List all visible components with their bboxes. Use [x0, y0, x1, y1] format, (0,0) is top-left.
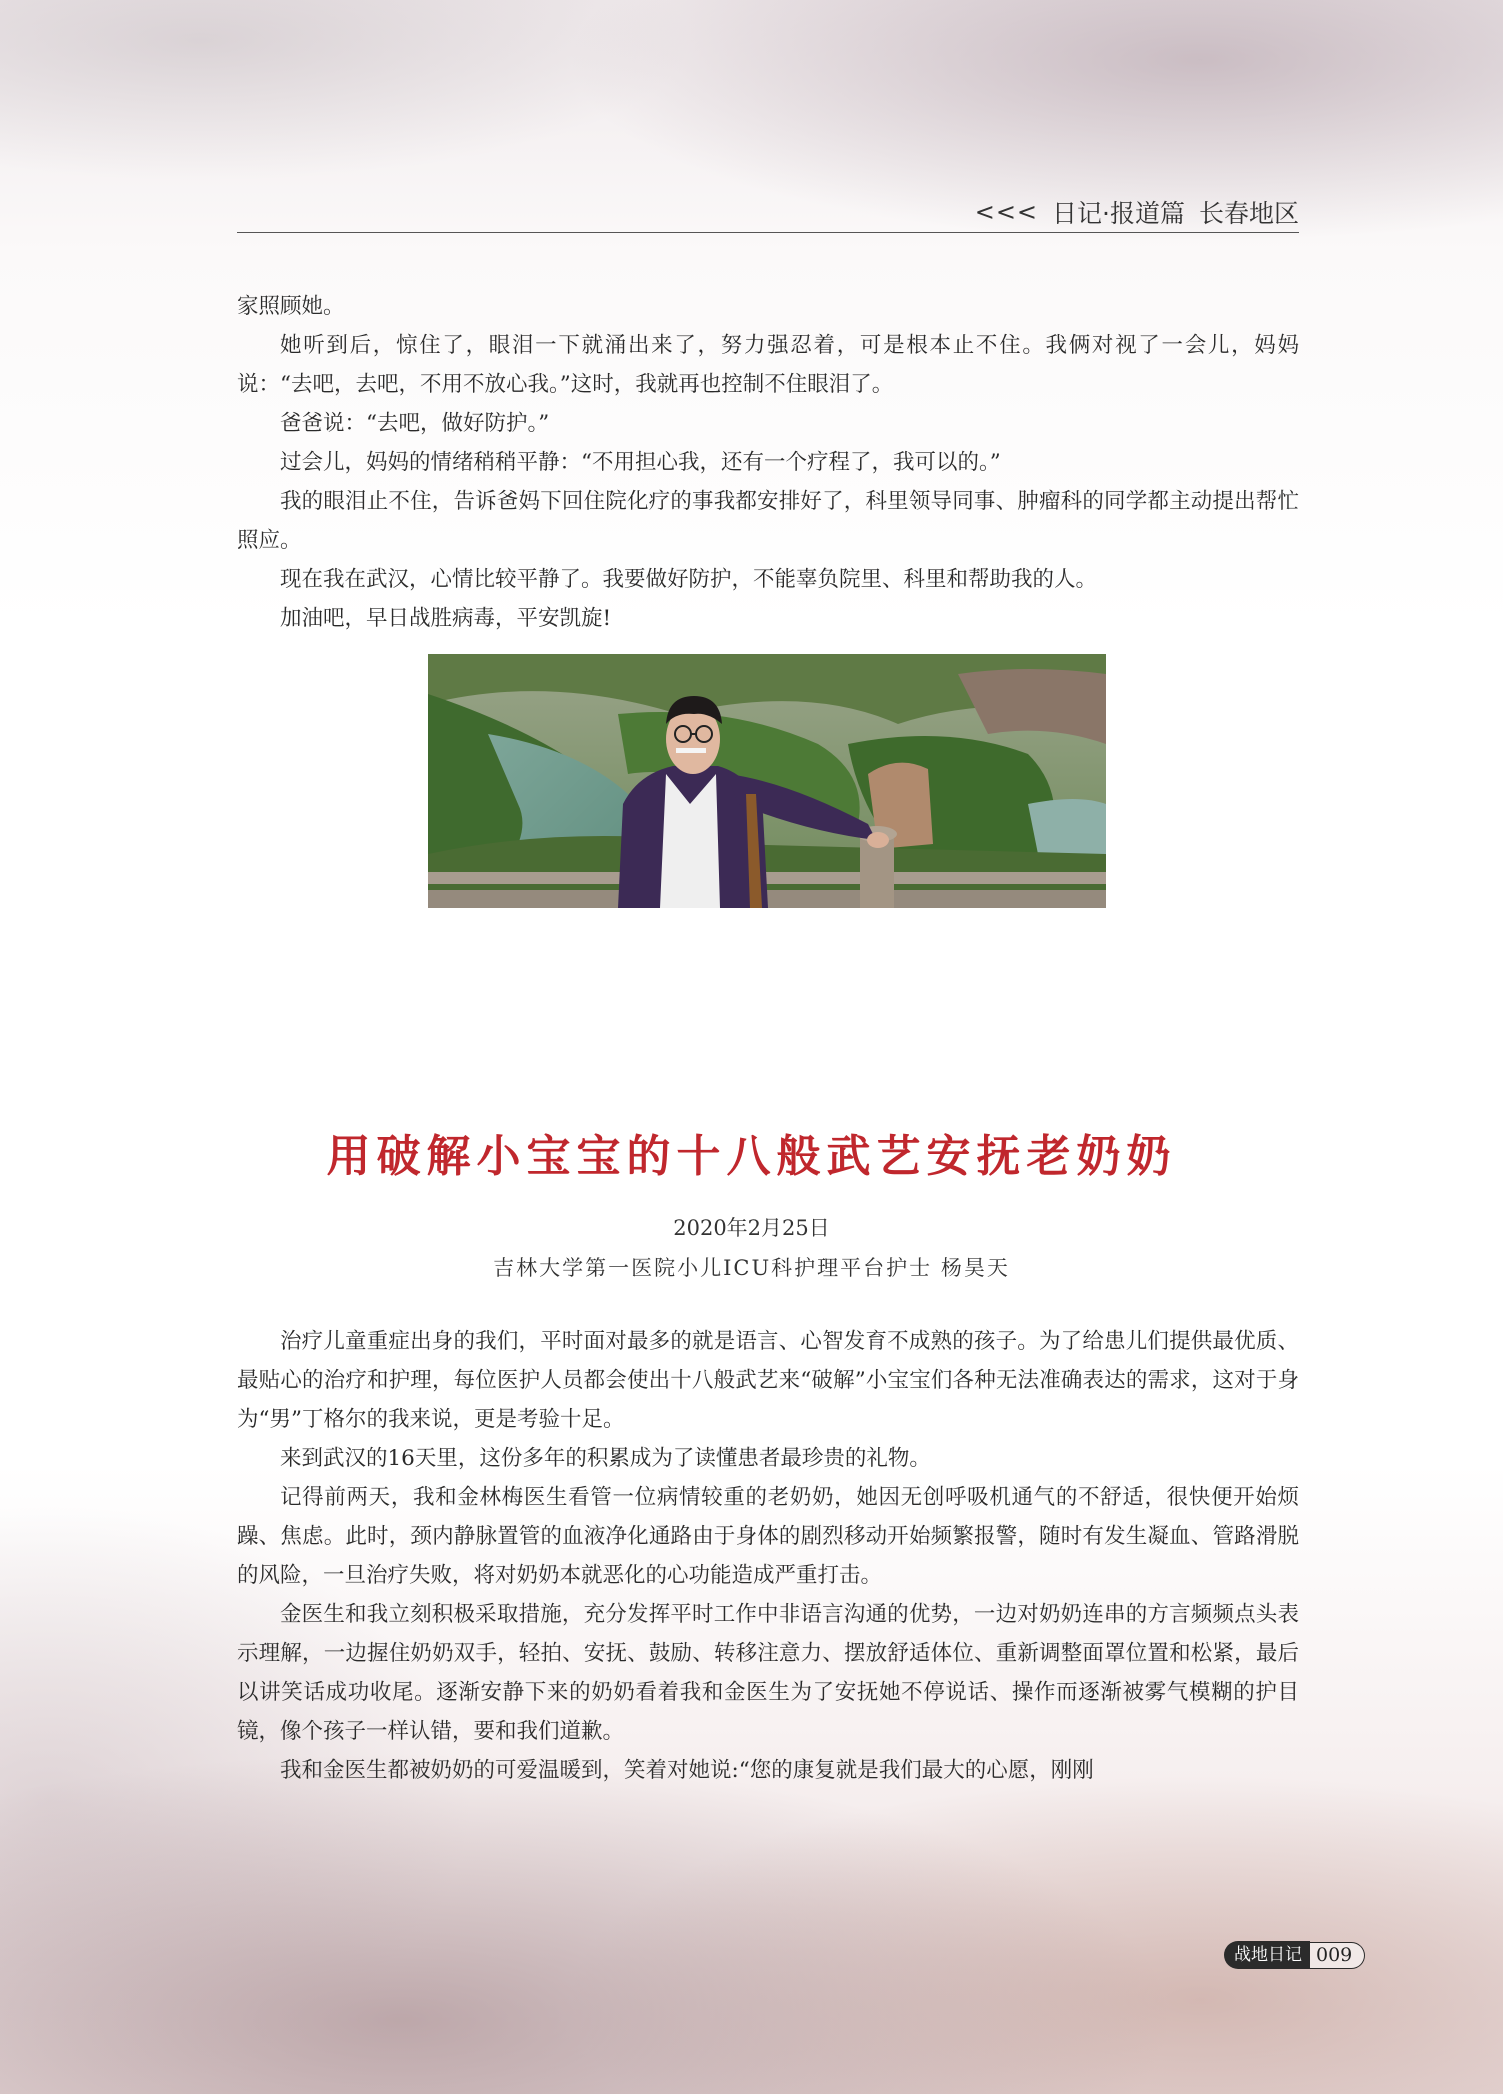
header-section: 日记·报道篇 — [1052, 199, 1185, 228]
paragraph: 她听到后，惊住了，眼泪一下就涌出来了，努力强忍着，可是根本止不住。我俩对视了一会儿，妈妈说：“去吧，去吧，不用不放心我。”这时，我就再也控制不住眼泪了。 — [237, 333, 1299, 397]
portrait-photo — [428, 654, 1106, 908]
paragraph: 我的眼泪止不住，告诉爸妈下回住院化疗的事我都安排好了，科里领导同事、肿瘤科的同学都主动提出帮忙照应。 — [237, 489, 1299, 553]
paragraph: 来到武汉的16天里，这份多年的积累成为了读懂患者最珍贵的礼物。 — [280, 1446, 931, 1471]
paragraph: 家照顾她。 — [237, 294, 345, 319]
top-text-block — [237, 287, 1299, 638]
chevron-icon: <<< — [974, 198, 1039, 226]
paragraph: 加油吧，早日战胜病毒，平安凯旋! — [280, 606, 612, 631]
article-date: 2020年2月25日 — [673, 1216, 830, 1240]
page-number: 009 — [1310, 1942, 1365, 1969]
paragraph: 现在我在武汉，心情比较平静了。我要做好防护，不能辜负院里、科里和帮助我的人。 — [280, 567, 1098, 592]
page-footer — [1224, 1940, 1365, 1970]
article-body — [237, 1322, 1299, 1790]
paragraph: 我和金医生都被奶奶的可爱温暖到，笑着对她说:“您的康复就是我们最大的心愿，刚刚 — [280, 1758, 1094, 1783]
footer-tag: 战地日记 — [1224, 1941, 1310, 1969]
article-byline: 吉林大学第一医院小儿ICU科护理平台护士 杨昊天 — [493, 1256, 1010, 1280]
paragraph: 治疗儿童重症出身的我们，平时面对最多的就是语言、心智发育不成熟的孩子。为了给患儿们提供最优质、最贴心的治疗和护理，每位医护人员都会使出十八般武艺来“破解”小宝宝们各种无法准确表达的需求，这对于身为“男”丁格尔的我来说，更是考验十足。 — [237, 1329, 1299, 1432]
paragraph: 金医生和我立刻积极采取措施，充分发挥平时工作中非语言沟通的优势，一边对奶奶连串的方言频频点头表示理解，一边握住奶奶双手，轻拍、安抚、鼓励、转移注意力、摆放舒适体位、重新调整面罩位置和松紧，最后以讲笑话成功收尾。逐渐安静下来的奶奶看着我和金医生为了安抚她不停说话、操作而逐渐被雾气模糊的护目镜，像个孩子一样认错，要和我们道歉。 — [237, 1602, 1299, 1744]
header-region: 长春地区 — [1198, 199, 1299, 228]
paragraph: 爸爸说：“去吧，做好防护。” — [280, 411, 550, 436]
article-title: 用破解小宝宝的十八般武艺安抚老奶奶 — [326, 1131, 1177, 1182]
running-header — [237, 192, 1299, 233]
paragraph: 过会儿，妈妈的情绪稍稍平静：“不用担心我，还有一个疗程了，我可以的。” — [280, 450, 1001, 475]
paragraph: 记得前两天，我和金林梅医生看管一位病情较重的老奶奶，她因无创呼吸机通气的不舒适，很快便开始烦躁、焦虑。此时，颈内静脉置管的血液净化通路由于身体的剧烈移动开始频繁报警，随时有发生凝血、管路滑脱的风险，一旦治疗失败，将对奶奶本就恶化的心功能造成严重打击。 — [237, 1485, 1299, 1588]
